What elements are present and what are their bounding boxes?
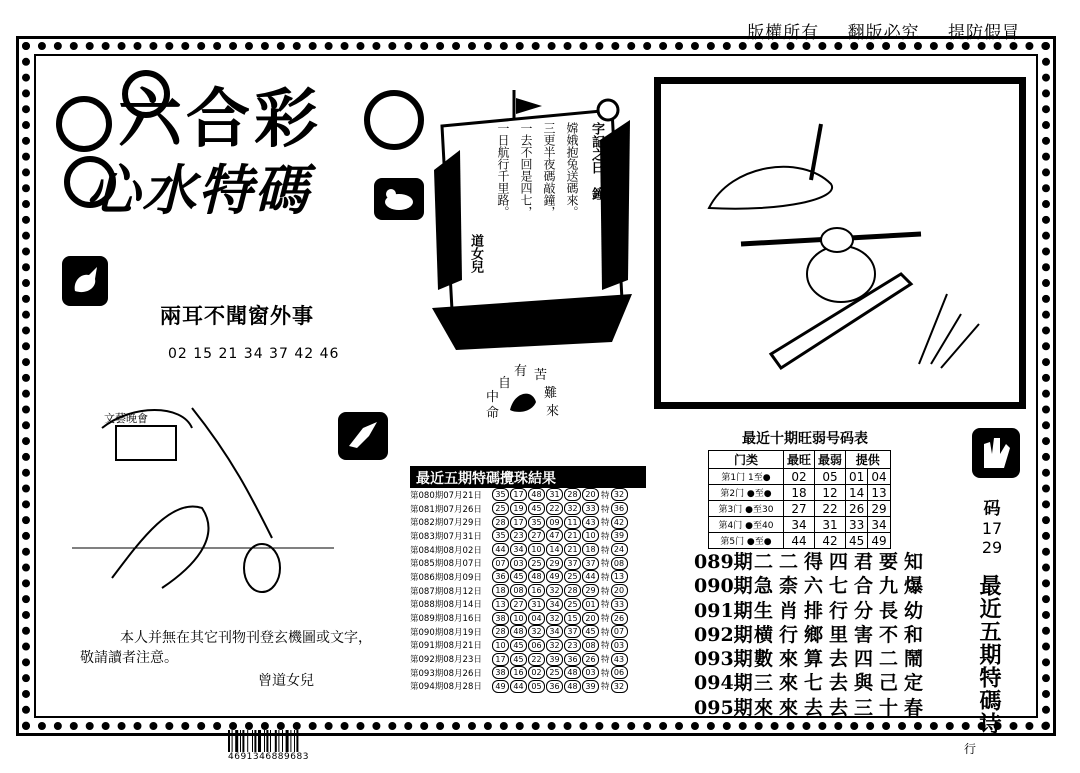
hot-cold-cell: 44	[784, 533, 815, 549]
side-number: 29	[981, 538, 1003, 557]
draw-ball: 34	[546, 598, 563, 611]
ship-scroll-poem	[486, 122, 606, 282]
draw-ball: 22	[546, 502, 563, 515]
prediction-row	[694, 574, 929, 598]
prediction-row	[694, 599, 929, 623]
special-tag: 特	[601, 572, 610, 583]
draw-ball: 03	[582, 666, 599, 679]
hot-cold-cell: 26	[846, 501, 868, 517]
bird-icon	[338, 412, 388, 460]
draw-ball: 32	[546, 639, 563, 652]
stamp-mark	[486, 360, 566, 420]
logo-circle	[364, 90, 424, 150]
barcode-bar	[242, 730, 244, 752]
poem-line: 一日航行千里路。	[496, 122, 510, 218]
draw-ball: 36	[492, 570, 509, 583]
hand-icon	[972, 428, 1020, 478]
hot-cold-cell: 33	[846, 517, 868, 533]
col-header: 门类	[709, 451, 784, 469]
special-ball: 32	[611, 680, 628, 693]
special-tag: 特	[601, 627, 610, 638]
draw-ball: 29	[546, 557, 563, 570]
draw-ball: 29	[582, 584, 599, 597]
draw-ball: 20	[582, 488, 599, 501]
draw-ball: 35	[528, 516, 545, 529]
special-ball: 13	[611, 570, 628, 583]
special-ball: 36	[611, 502, 628, 515]
draw-ball: 04	[528, 612, 545, 625]
draw-ball: 28	[492, 516, 509, 529]
hot-cold-cell: 第5门 ●至●	[709, 533, 784, 549]
stamp-char: 自	[498, 376, 512, 391]
draw-history-row	[410, 529, 646, 543]
notice-line: 敬請讀者注意。	[80, 650, 178, 666]
hot-cold-row	[709, 501, 891, 517]
prediction-period: 095期	[694, 696, 753, 719]
hot-cold-cell: 14	[846, 485, 868, 501]
hot-cold-cell: 34	[784, 517, 815, 533]
barcode-bar	[264, 730, 265, 752]
hot-cold-row	[709, 485, 891, 501]
prediction-text: 急柰六七合九爆	[754, 575, 930, 598]
draw-ball: 10	[492, 639, 509, 652]
draw-ball: 37	[582, 557, 599, 570]
special-ball: 33	[611, 598, 628, 611]
draw-history-row	[410, 652, 646, 666]
draw-history-row	[410, 680, 646, 694]
hot-cold-table-title: 最近十期旺弱号码表	[742, 431, 868, 447]
footer-mark: 行	[964, 742, 977, 756]
draw-ball: 02	[528, 666, 545, 679]
draw-ball: 28	[564, 488, 581, 501]
draw-ball: 32	[546, 612, 563, 625]
draw-ball: 45	[510, 639, 527, 652]
hot-cold-cell: 18	[784, 485, 815, 501]
draw-ball: 35	[492, 488, 509, 501]
special-tag: 特	[601, 504, 610, 515]
special-tag: 特	[601, 641, 610, 652]
draw-ball: 37	[564, 557, 581, 570]
barcode-bar	[275, 730, 277, 752]
barcode	[228, 730, 332, 752]
prediction-list	[694, 550, 929, 720]
goat-icon	[374, 178, 424, 220]
stamp-char: 中	[486, 390, 500, 405]
draw-ball: 17	[510, 488, 527, 501]
col-header: 最弱	[815, 451, 846, 469]
draw-ball: 25	[546, 666, 563, 679]
side-number: 17	[981, 519, 1003, 538]
draw-ball: 23	[564, 639, 581, 652]
barcode-bar	[290, 730, 291, 752]
draw-ball: 25	[564, 598, 581, 611]
draw-ball: 38	[492, 666, 509, 679]
stamp-char: 來	[546, 404, 560, 419]
side-numbers	[972, 500, 1012, 557]
prediction-period: 094期	[694, 672, 753, 695]
draw-ball: 26	[582, 653, 599, 666]
hot-cold-cell: 第3门 ●至30	[709, 501, 784, 517]
draw-period: 第082期07月29日	[410, 518, 482, 529]
special-ball: 03	[611, 639, 628, 652]
draw-ball: 14	[546, 543, 563, 556]
draw-ball: 16	[510, 666, 527, 679]
draw-ball: 48	[528, 570, 545, 583]
copyright-note-3: 提防假冒	[948, 23, 1020, 43]
prediction-row	[694, 647, 929, 671]
draw-period: 第084期08月02日	[410, 545, 482, 556]
draw-ball: 22	[528, 653, 545, 666]
draw-ball: 11	[564, 516, 581, 529]
draw-ball: 43	[582, 516, 599, 529]
draw-ball: 36	[564, 653, 581, 666]
prediction-row	[694, 623, 929, 647]
col-header: 提供	[846, 451, 891, 469]
barcode-bar	[247, 730, 248, 752]
draw-ball: 25	[492, 502, 509, 515]
draw-period: 第088期08月14日	[410, 600, 482, 611]
barcode-bar	[254, 730, 256, 752]
draw-ball: 31	[546, 488, 563, 501]
barcode-bar	[294, 730, 295, 752]
special-ball: 07	[611, 625, 628, 638]
draw-ball: 01	[582, 598, 599, 611]
draw-history-row	[410, 584, 646, 598]
draw-ball: 17	[510, 516, 527, 529]
special-tag: 特	[601, 668, 610, 679]
draw-ball: 28	[564, 584, 581, 597]
draw-ball: 17	[492, 653, 509, 666]
draw-ball: 16	[528, 584, 545, 597]
logo-circle	[56, 96, 112, 152]
hot-cold-cell: 第4门 ●至40	[709, 517, 784, 533]
prediction-text: 横行鄉里害不和	[754, 623, 930, 646]
special-ball: 26	[611, 612, 628, 625]
prediction-period: 089期	[694, 551, 753, 573]
prediction-text: 三來七去與己定	[754, 672, 930, 695]
draw-period: 第089期08月16日	[410, 614, 482, 625]
prediction-period: 092期	[694, 623, 753, 646]
draw-ball: 36	[546, 680, 563, 693]
special-ball: 24	[611, 543, 628, 556]
draw-ball: 21	[564, 529, 581, 542]
draw-ball: 44	[510, 680, 527, 693]
prediction-text: 二二得四君要知	[754, 551, 930, 573]
draw-ball: 32	[528, 625, 545, 638]
draw-history-row	[410, 488, 646, 502]
draw-history-row	[410, 639, 646, 653]
draw-history-row	[410, 598, 646, 612]
draw-ball: 10	[528, 543, 545, 556]
draw-ball: 05	[528, 680, 545, 693]
stamp-char: 有	[514, 364, 528, 379]
draw-period: 第091期08月21日	[410, 641, 482, 652]
stamp-char: 難	[544, 386, 558, 401]
barcode-bar	[266, 730, 268, 752]
draw-ball: 13	[492, 598, 509, 611]
prediction-period: 093期	[694, 648, 753, 671]
draw-period: 第080期07月21日	[410, 490, 482, 501]
draw-ball: 38	[492, 612, 509, 625]
hot-cold-row	[709, 469, 891, 485]
special-tag: 特	[601, 600, 610, 611]
draw-history-row	[410, 666, 646, 680]
special-ball: 06	[611, 666, 628, 679]
barcode-bar	[278, 730, 279, 752]
prediction-period: 090期	[694, 575, 753, 598]
side-label: 码	[983, 499, 1001, 519]
draw-ball: 37	[564, 625, 581, 638]
draw-ball: 48	[564, 680, 581, 693]
draw-history-title: 最近五期特碼攪珠結果	[410, 466, 646, 488]
special-tag: 特	[601, 518, 610, 529]
draw-period: 第086期08月09日	[410, 572, 482, 583]
prediction-row	[694, 671, 929, 695]
draw-ball: 25	[528, 557, 545, 570]
hot-cold-cell: 12	[815, 485, 846, 501]
special-ball: 43	[611, 653, 628, 666]
hot-cold-cell: 29	[868, 501, 890, 517]
special-tag: 特	[601, 655, 610, 666]
draw-ball: 32	[564, 502, 581, 515]
draw-ball: 31	[528, 598, 545, 611]
copyright-note-1: 版權所有	[747, 23, 820, 43]
hot-cold-cell: 27	[784, 501, 815, 517]
hot-cold-cell: 45	[846, 533, 868, 549]
poem-heading: 字記之曰：鐘	[589, 122, 604, 200]
draw-ball: 28	[492, 625, 509, 638]
draw-ball: 10	[582, 529, 599, 542]
prediction-text: 來來去去三十春	[754, 696, 930, 719]
draw-history-row	[410, 611, 646, 625]
draw-period: 第085期08月07日	[410, 559, 482, 570]
draw-ball: 08	[582, 639, 599, 652]
prediction-text: 生肖排行分長幼	[754, 599, 930, 622]
prediction-period: 091期	[694, 599, 753, 622]
barcode-bar	[270, 730, 271, 752]
side-vertical-title: 最近五期特碼诗	[976, 574, 1002, 735]
draw-ball: 23	[510, 529, 527, 542]
special-tag: 特	[601, 490, 610, 501]
hot-cold-cell: 第2门 ●至●	[709, 485, 784, 501]
barcode-bar	[296, 730, 298, 752]
draw-ball: 48	[528, 488, 545, 501]
draw-ball: 21	[564, 543, 581, 556]
rabbit-illustration-frame	[654, 77, 1026, 409]
draw-ball: 34	[510, 543, 527, 556]
hot-cold-row	[709, 533, 891, 549]
col-header: 最旺	[784, 451, 815, 469]
draw-ball: 49	[546, 570, 563, 583]
draw-ball: 15	[564, 612, 581, 625]
barcode-bar	[232, 730, 233, 752]
ship-signature: 道女兒	[468, 234, 483, 273]
draw-ball: 48	[510, 625, 527, 638]
barcode-bar	[235, 730, 238, 752]
special-tag: 特	[601, 586, 610, 597]
hot-cold-cell: 第1门 1至●	[709, 469, 784, 485]
barcode-number: 4691346889683	[228, 752, 309, 762]
draw-history-row	[410, 515, 646, 529]
riddle-title: 兩耳不聞窗外事	[160, 303, 314, 328]
hot-cold-row	[709, 517, 891, 533]
draw-history-row	[410, 570, 646, 584]
lantern-label: 文藝晚會	[104, 412, 148, 425]
hot-cold-cell: 31	[815, 517, 846, 533]
notice	[80, 628, 372, 668]
notice-line: 本人并無在其它刊物刊登玄機圖或文字，	[120, 630, 372, 646]
draw-ball: 35	[492, 529, 509, 542]
stamp-char: 命	[486, 406, 500, 421]
draw-ball: 19	[510, 502, 527, 515]
special-ball: 20	[611, 584, 628, 597]
hot-cold-cell: 42	[815, 533, 846, 549]
draw-ball: 08	[510, 584, 527, 597]
special-tag: 特	[601, 545, 610, 556]
barcode-bar	[240, 730, 241, 752]
hot-cold-table	[708, 428, 891, 549]
poem-line: 一去不回是四七，	[519, 122, 533, 218]
draw-ball: 45	[510, 653, 527, 666]
special-ball: 32	[611, 488, 628, 501]
draw-ball: 18	[582, 543, 599, 556]
draw-ball: 44	[492, 543, 509, 556]
stamp-char: 苦	[534, 368, 548, 383]
dragon-icon	[506, 382, 540, 416]
special-tag: 特	[601, 531, 610, 542]
draw-ball: 18	[492, 584, 509, 597]
draw-period: 第092期08月23日	[410, 655, 482, 666]
hot-cold-cell: 13	[868, 485, 890, 501]
hot-cold-cell: 34	[868, 517, 890, 533]
barcode-bar	[228, 730, 230, 752]
special-tag: 特	[601, 559, 610, 570]
draw-ball: 09	[546, 516, 563, 529]
poem-line: 嫦娥抱兔送碼來。	[565, 122, 579, 218]
draw-ball: 03	[510, 557, 527, 570]
draw-period: 第081期07月26日	[410, 504, 482, 515]
draw-ball: 25	[564, 570, 581, 583]
draw-ball: 34	[546, 625, 563, 638]
hot-cold-cell: 05	[815, 469, 846, 485]
draw-ball: 27	[528, 529, 545, 542]
prediction-row	[694, 550, 929, 574]
draw-ball: 39	[546, 653, 563, 666]
draw-history	[410, 466, 646, 693]
draw-history-row	[410, 625, 646, 639]
draw-period: 第093期08月26日	[410, 668, 482, 679]
hot-cold-cell: 01	[846, 469, 868, 485]
special-tag: 特	[601, 682, 610, 693]
draw-ball: 39	[582, 680, 599, 693]
barcode-bar	[258, 730, 261, 752]
draw-ball: 47	[546, 529, 563, 542]
rabbit-icon	[62, 256, 108, 306]
draw-ball: 33	[582, 502, 599, 515]
draw-ball: 45	[510, 570, 527, 583]
prediction-text: 數來算去四二鬧	[754, 648, 930, 671]
draw-ball: 45	[528, 502, 545, 515]
draw-ball: 49	[492, 680, 509, 693]
draw-ball: 45	[582, 625, 599, 638]
draw-history-row	[410, 556, 646, 570]
hot-cold-cell: 49	[868, 533, 890, 549]
barcode-bar	[282, 730, 283, 752]
poem-line: 三更半夜碼敲鐘，	[542, 122, 556, 218]
barcode-bar	[252, 730, 253, 752]
draw-ball: 44	[582, 570, 599, 583]
prediction-row	[694, 696, 929, 720]
draw-ball: 06	[528, 639, 545, 652]
draw-ball: 32	[546, 584, 563, 597]
draw-period: 第083期07月31日	[410, 531, 482, 542]
draw-ball: 27	[510, 598, 527, 611]
hot-cold-cell: 02	[784, 469, 815, 485]
draw-history-row	[410, 502, 646, 516]
draw-ball: 10	[510, 612, 527, 625]
rabbit-illustration	[661, 84, 1019, 402]
riddle-numbers: 02 15 21 34 37 42 46	[168, 346, 340, 362]
draw-period: 第087期08月12日	[410, 586, 482, 597]
special-ball: 08	[611, 557, 628, 570]
hot-cold-cell: 04	[868, 469, 890, 485]
hot-cold-cell: 22	[815, 501, 846, 517]
draw-period: 第090期08月19日	[410, 627, 482, 638]
draw-ball: 20	[582, 612, 599, 625]
dancer-illustration	[72, 398, 334, 616]
barcode-bar	[286, 730, 289, 752]
notice-signature: 曾道女兒	[258, 673, 314, 689]
draw-period: 第094期08月28日	[410, 682, 482, 693]
special-ball: 42	[611, 516, 628, 529]
logo-title: 六合彩	[118, 82, 322, 157]
copyright-note-2: 翻版必究	[847, 23, 920, 43]
draw-ball: 07	[492, 557, 509, 570]
special-ball: 39	[611, 529, 628, 542]
draw-ball: 48	[564, 666, 581, 679]
special-tag: 特	[601, 614, 610, 625]
draw-history-row	[410, 543, 646, 557]
logo-subtitle: 心水特碼	[86, 158, 310, 222]
